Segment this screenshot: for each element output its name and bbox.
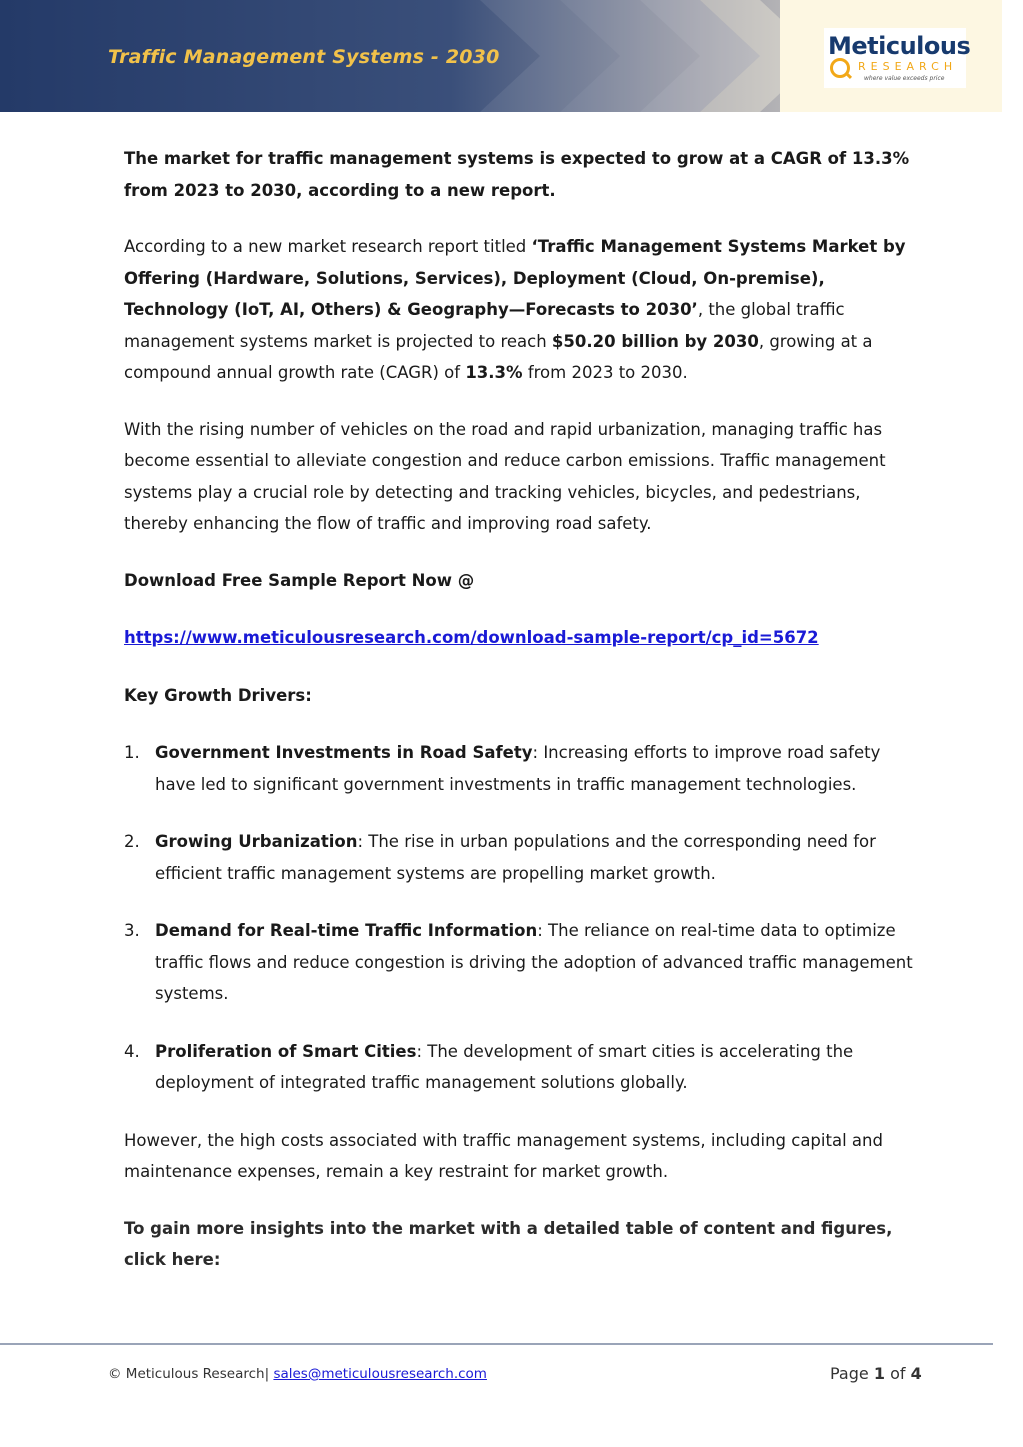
driver-text: : The reliance on real-time data to optimize traffic flows and reduce congestion is driving the adoption of advanced traffic management systems. xyxy=(155,921,913,1003)
report-summary-paragraph xyxy=(124,231,924,389)
drivers-list xyxy=(124,737,924,1099)
driver-title: Demand for Real-time Traffic Information xyxy=(155,921,538,940)
document-title: Traffic Management Systems - 2030 xyxy=(108,46,500,68)
header-banner xyxy=(0,0,1002,112)
list-number: 4. xyxy=(124,1041,140,1061)
page-number xyxy=(830,1364,922,1383)
lead-paragraph: The market for traffic management systems is expected to grow at a CAGR of 13.3% from 2023 to 2030, according to a new report. xyxy=(124,149,910,200)
list-item xyxy=(124,826,924,889)
driver-text: : The development of smart cities is accelerating the deployment of integrated traffic management solutions globally. xyxy=(155,1041,854,1092)
download-sample-link[interactable]: https://www.meticulousresearch.com/download-sample-report/cp_id=5672 xyxy=(124,628,819,647)
driver-text: : Increasing efforts to improve road safety have led to significant government investments in traffic management technologies. xyxy=(155,743,881,794)
footer-copyright xyxy=(108,1366,487,1382)
footer-divider xyxy=(0,1343,993,1345)
logo-sub: RESEARCH xyxy=(858,60,958,73)
summary-text-b: , the global traffic management systems market is projected to reach xyxy=(124,300,845,351)
page-of: of xyxy=(890,1364,906,1383)
cagr-value: 13.3% xyxy=(465,363,523,382)
drivers-heading: Key Growth Drivers: xyxy=(124,685,312,705)
list-number: 3. xyxy=(124,921,140,940)
contact-email-link[interactable]: sales@meticulousresearch.com xyxy=(273,1366,487,1382)
market-value: $50.20 billion by 2030 xyxy=(551,331,759,351)
list-number: 2. xyxy=(124,832,140,851)
download-label: Download Free Sample Report Now @ xyxy=(124,570,475,590)
page-word: Page xyxy=(830,1364,869,1383)
report-title: ‘Traffic Management Systems Market by Offering (Hardware, Solutions, Services), Deployment (Cloud, On-premise), Technology (IoT, AI, Others) & Geography—Forecasts to 2030’ xyxy=(124,237,906,319)
copyright-text: © Meticulous Research| xyxy=(108,1366,270,1382)
driver-title: Government Investments in Road Safety xyxy=(155,743,533,762)
context-paragraph: With the rising number of vehicles on the road and rapid urbanization, managing traffic has become essential to alleviate congestion and reduce carbon emissions. Traffic management systems play a crucial role by detecting and tracking vehicles, bicycles, and pedestrians, thereby enhancing the flow of traffic and improving road safety. xyxy=(124,419,886,533)
list-item xyxy=(124,1036,924,1099)
logo-tagline: where value exceeds price xyxy=(864,75,945,82)
page-total: 4 xyxy=(910,1364,922,1383)
list-item xyxy=(124,915,924,1010)
list-number: 1. xyxy=(124,743,140,762)
driver-title: Proliferation of Smart Cities xyxy=(155,1041,417,1061)
driver-title: Growing Urbanization xyxy=(155,832,358,851)
summary-text-d: from 2023 to 2030. xyxy=(522,363,688,382)
restraint-paragraph: However, the high costs associated with traffic management systems, including capital and maintenance expenses, remain a key restraint for market growth. xyxy=(124,1130,883,1181)
summary-text-a: According to a new market research report titled xyxy=(124,237,532,256)
summary-text-c: , growing at a compound annual growth rate (CAGR) of xyxy=(124,331,873,382)
driver-text: : The rise in urban populations and the corresponding need for efficient traffic management systems are propelling market growth. xyxy=(155,832,876,883)
list-item xyxy=(124,737,924,800)
insight-cta[interactable]: To gain more insights into the market with a detailed table of content and figures, click here: xyxy=(124,1218,893,1269)
document-body xyxy=(124,143,924,1276)
meticulous-logo xyxy=(824,28,971,88)
magnifier-icon xyxy=(830,58,850,78)
page-current: 1 xyxy=(873,1364,885,1383)
logo-name: Meticulous xyxy=(828,32,971,60)
